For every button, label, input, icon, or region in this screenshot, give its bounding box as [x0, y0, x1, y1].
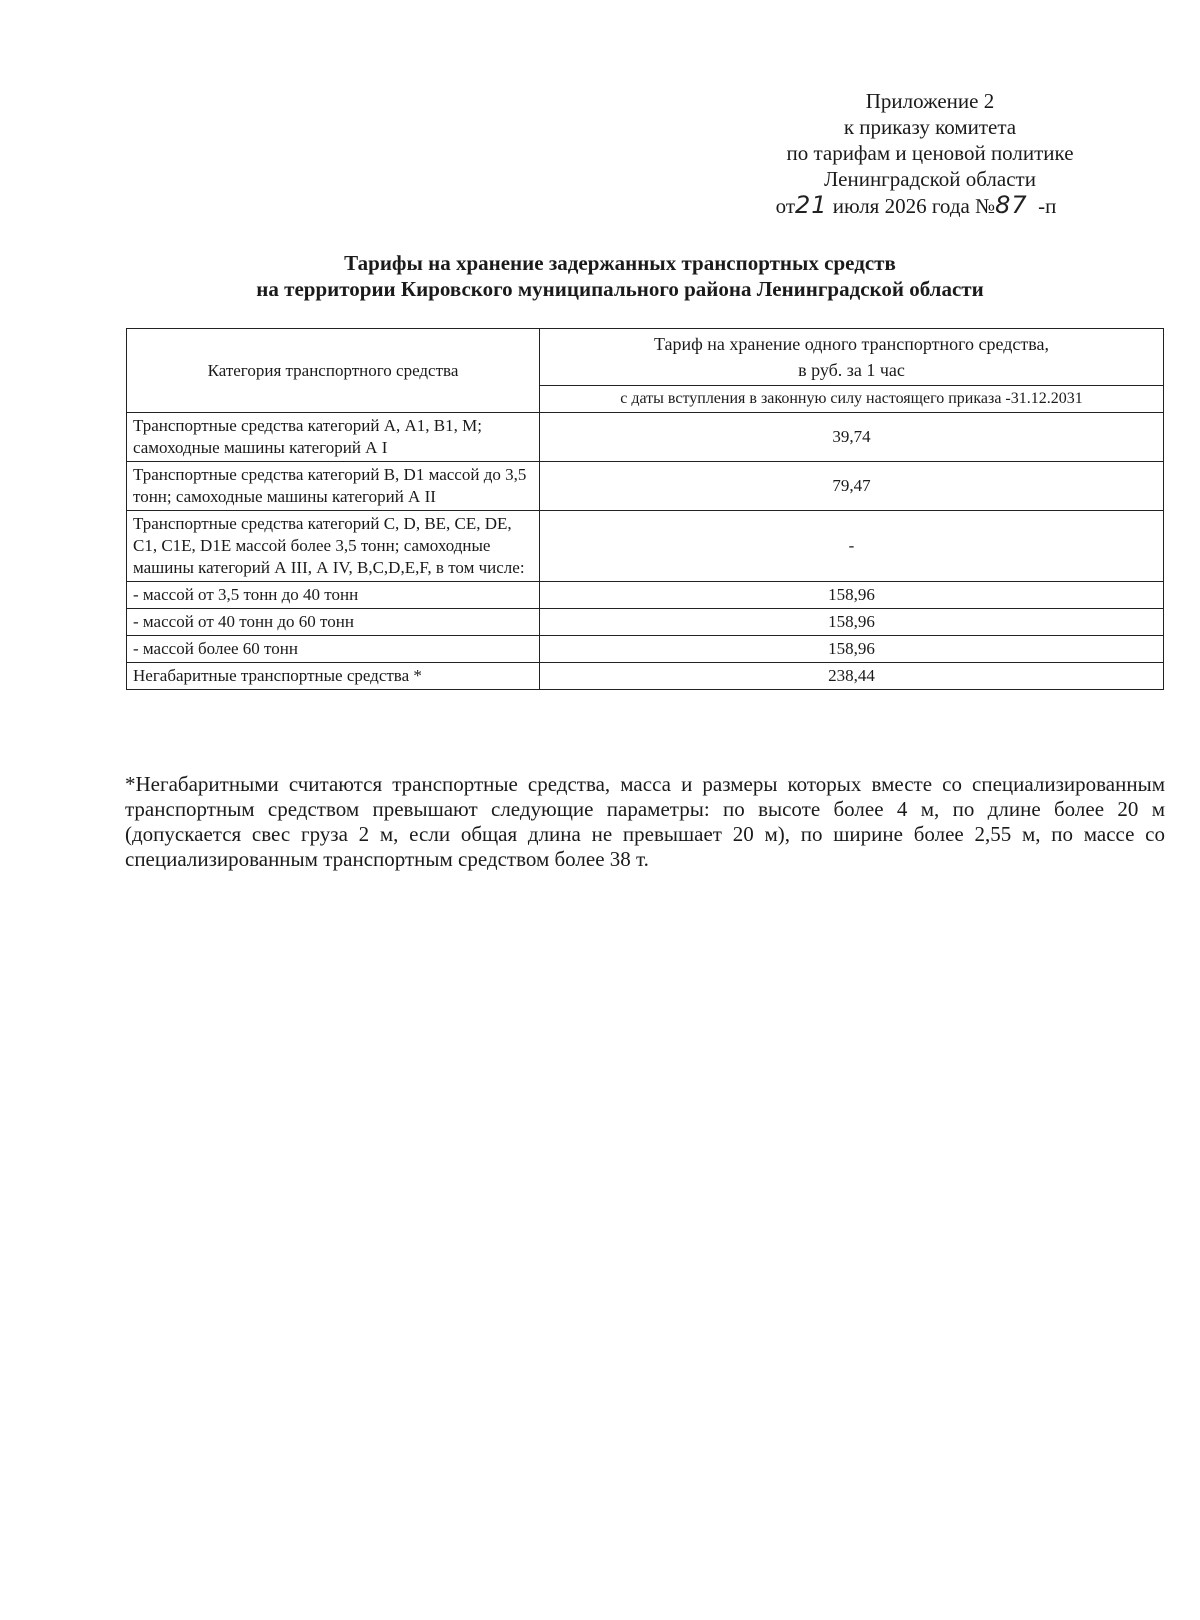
row-value: - — [540, 511, 1164, 582]
order-number-handwritten: 87 — [995, 191, 1028, 219]
order-day-handwritten: 21 — [795, 191, 828, 219]
header-tariff-line-1: Тариф на хранение одного транспортного средства, — [653, 334, 1050, 354]
table-row — [127, 636, 1164, 663]
header-period: с даты вступления в законную силу настоящего приказа -31.12.2031 — [540, 386, 1164, 413]
row-category: - массой от 3,5 тонн до 40 тонн — [127, 582, 540, 609]
row-value: 158,96 — [540, 636, 1164, 663]
table-row — [127, 511, 1164, 582]
order-date-line — [686, 192, 1146, 219]
order-suffix: -п — [1038, 194, 1057, 218]
row-category: Транспортные средства категорий С, D, ВЕ, СЕ, DE, С1, С1Е, D1Е массой более 3,5 тонн; самоходные машины категорий А III, А IV, В,С,D,Е,F, в том числе: — [127, 511, 540, 582]
row-category: Негабаритные транспортные средства * — [127, 663, 540, 690]
header-tariff — [540, 329, 1164, 386]
row-value: 39,74 — [540, 413, 1164, 462]
row-category: Транспортные средства категорий В, D1 массой до 3,5 тонн; самоходные машины категорий А II — [127, 462, 540, 511]
header-tariff-line-2: в руб. за 1 час — [798, 360, 905, 380]
table-row — [127, 609, 1164, 636]
row-value: 158,96 — [540, 609, 1164, 636]
footnote: *Негабаритными считаются транспортные средства, масса и размеры которых вместе со специализированным транспортным средством превышают следующие параметры: по высоте более 4 м, по длине более 20 м (допускается свес груза 2 м, если общая длина не превышает 20 м), по ширине более 2,55 м, по массе со специализированным транспортным средством более 38 т. — [125, 772, 1165, 871]
row-value: 79,47 — [540, 462, 1164, 511]
order-month-year: июля 2026 года № — [832, 194, 996, 218]
tariff-table — [126, 328, 1164, 690]
document-title — [120, 250, 1120, 302]
table-row — [127, 663, 1164, 690]
row-value: 158,96 — [540, 582, 1164, 609]
row-value: 238,44 — [540, 663, 1164, 690]
row-category: - массой более 60 тонн — [127, 636, 540, 663]
title-line-2: на территории Кировского муниципального района Ленинградской области — [256, 277, 984, 301]
table-row — [127, 582, 1164, 609]
appendix-label: Приложение 2 — [865, 89, 995, 113]
row-category: - массой от 40 тонн до 60 тонн — [127, 609, 540, 636]
appendix-header — [700, 88, 1160, 219]
row-category: Транспортные средства категорий А, А1, В1, М; самоходные машины категорий А I — [127, 413, 540, 462]
appendix-committee: по тарифам и ценовой политике — [786, 141, 1074, 165]
appendix-order-ref: к приказу комитета — [843, 115, 1017, 139]
order-from-prefix: от — [775, 194, 795, 218]
header-category: Категория транспортного средства — [127, 329, 540, 413]
table-row — [127, 462, 1164, 511]
table-row — [127, 413, 1164, 462]
table-header-row — [127, 329, 1164, 386]
title-line-1: Тарифы на хранение задержанных транспортных средств — [344, 251, 896, 275]
appendix-region: Ленинградской области — [824, 167, 1036, 191]
